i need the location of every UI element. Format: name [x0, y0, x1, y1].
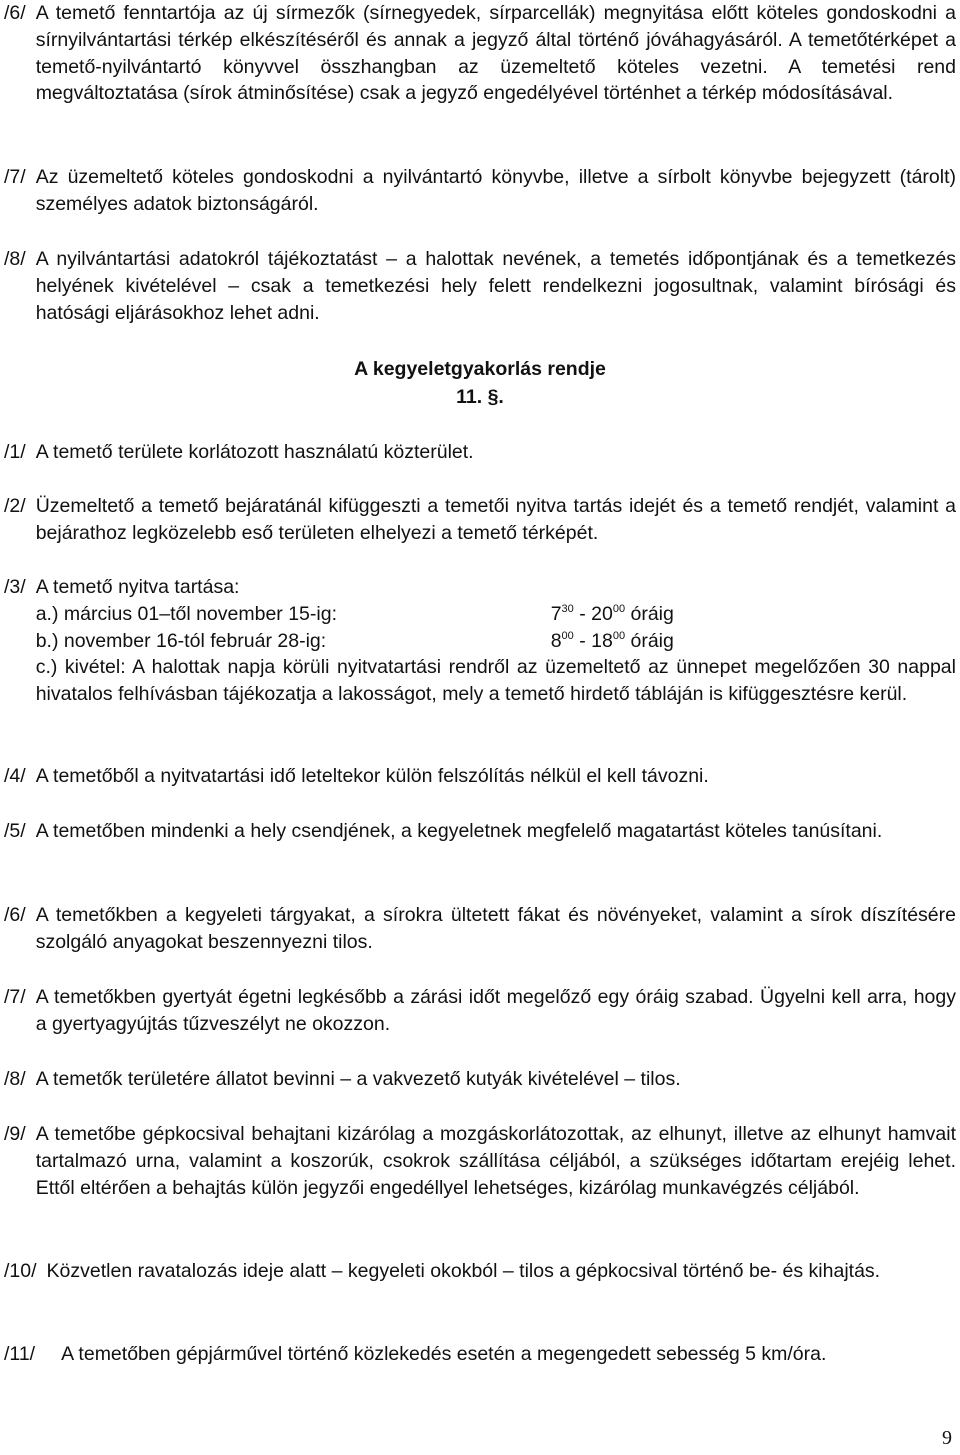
- period-a-label: a.) március 01–től november 15-ig:: [35, 602, 337, 625]
- period-b-label: b.) november 16-tól február 28-ig:: [35, 629, 327, 652]
- rule-number: /7/: [4, 986, 26, 1008]
- paragraph-8: [4, 246, 956, 326]
- rule-8: [4, 1066, 956, 1093]
- hour-start: 7: [550, 602, 562, 625]
- rule-1: [4, 439, 956, 466]
- hour-unit: óráig: [625, 602, 674, 625]
- rule-text: A temető területe korlátozott használatú közterület.: [35, 441, 474, 463]
- rule-9: [4, 1121, 956, 1201]
- section-number: 11. §.: [456, 386, 504, 408]
- rule-number: /6/: [4, 904, 26, 926]
- minute-end: 00: [612, 629, 626, 642]
- opening-hours-exception: c.) kivétel: A halottak napja körüli nyitvatartási rendről az üzemeltető az ünnepet megelőzően 30 nappal hivatalos felhívásban tájékozatja a lakosságot, mely a temető hirdető tábláján is kifüggesztésre kerül.: [35, 656, 956, 706]
- rule-6: [4, 902, 956, 956]
- rule-4: [4, 763, 956, 790]
- page-number: 9: [942, 1427, 952, 1449]
- chapter-title: A kegyeletgyakorlás rendje: [354, 358, 606, 380]
- rule-number: /9/: [4, 1123, 26, 1145]
- hour-end: - 18: [573, 629, 613, 652]
- rule-text: A temetőből a nyitvatartási idő leteltekor külön felszólítás nélkül el kell távozni.: [35, 765, 709, 787]
- minute-start: 30: [561, 602, 574, 615]
- rule-2: [4, 493, 956, 547]
- rule-number: /5/: [4, 820, 26, 842]
- paragraph-6: [4, 0, 956, 107]
- period-b-hours: [551, 628, 674, 655]
- rule-number: /1/: [4, 441, 26, 463]
- minute-start: 00: [561, 629, 574, 642]
- rule-text: A temetőkben a kegyeleti tárgyakat, a sírokra ültetett fákat és növényeket, valamint a sírok díszítésére szolgáló anyagokat beszennyezni tilos.: [35, 904, 956, 953]
- rule-10: [4, 1258, 956, 1285]
- rule-text: Üzemeltető a temető bejáratánál kifüggeszti a temetői nyitva tartás idejét és a temető rendjét, valamint a bejárathoz legközelebb eső területen elhelyezi a temető térképét.: [35, 495, 956, 544]
- hour-unit: óráig: [625, 629, 674, 652]
- rule-text: A temetők területére állatot bevinni – a vakvezető kutyák kivételével – tilos.: [35, 1068, 681, 1090]
- opening-hours-intro: A temető nyitva tartása:: [35, 576, 240, 598]
- paragraph-7: [4, 164, 956, 218]
- minute-end: 00: [612, 602, 626, 615]
- hour-start: 8: [550, 629, 562, 652]
- opening-hours: [36, 574, 956, 708]
- rule-number: /4/: [4, 765, 26, 787]
- rule-number: /8/: [4, 1068, 26, 1090]
- rule-number: /2/: [4, 495, 26, 517]
- paragraph-number: /8/: [4, 248, 26, 270]
- hour-end: - 20: [573, 602, 613, 625]
- paragraph-number: /6/: [4, 2, 26, 24]
- rule-number: /3/: [4, 576, 26, 598]
- rule-text: Közvetlen ravatalozás ideje alatt – kegyeleti okokból – tilos a gépkocsival történő be- és kihajtás.: [46, 1260, 881, 1282]
- rule-number: /11/: [4, 1343, 36, 1365]
- period-a-hours: [551, 601, 674, 628]
- opening-hours-b: [36, 628, 956, 655]
- rule-11: [4, 1341, 956, 1368]
- rule-3: [4, 574, 956, 708]
- rule-text: A temetőben mindenki a hely csendjének, a kegyeletnek megfelelő magatartást köteles tanúsítani.: [35, 820, 883, 842]
- rule-7: [4, 984, 956, 1038]
- rule-text: A temetőkben gyertyát égetni legkésőbb a zárási időt megelőző egy óráig szabad. Ügyelni kell arra, hogy a gyertyagyújtás tűzveszélyt ne okozzon.: [35, 986, 956, 1035]
- rule-text: A temetőben gépjárművel történő közlekedés esetén a megengedett sebesség 5 km/óra.: [61, 1343, 827, 1365]
- paragraph-text: Az üzemeltető köteles gondoskodni a nyilvántartó könyvbe, illetve a sírbolt könyvbe bejegyzett (tárolt) személyes adatok biztonságáról.: [35, 166, 956, 215]
- paragraph-text: A nyilvántartási adatokról tájékoztatást – a halottak nevének, a temetés időpontjának és a temetkezés helyének kivételével – csak a temetkezési hely felett rendelkezni jogosultnak, valamint bírósági és hatósági eljárásokhoz lehet adni.: [35, 248, 956, 324]
- rule-text: A temetőbe gépkocsival behajtani kizárólag a mozgáskorlátozottak, az elhunyt, illetve az elhunyt hamvait tartalmazó urna, valamint a koszorúk, csokrok szállítása céljából, a szükséges időtartam erejéig lehet. Ettől eltérően a behajtás külön jegyzői engedéllyel lehetséges, kizárólag munkavégzés céljából.: [35, 1123, 956, 1199]
- rule-5: [4, 818, 956, 845]
- rule-number: /10/: [4, 1260, 37, 1282]
- paragraph-text: A temető fenntartója az új sírmezők (sírnegyedek, sírparcellák) megnyitása előtt köteles gondoskodni a sírnyilvántartási térkép elkészítéséről és annak a jegyző által történő jóváhagyásáról. A temetőtérképet a temető-nyilvántartó könyvvel összhangban az üzemeltető köteles vezetni. A temetési rend megváltoztatása (sírok átminősítése) csak a jegyző engedélyével történhet a térkép módosításával.: [35, 2, 956, 105]
- paragraph-number: /7/: [4, 166, 26, 188]
- opening-hours-a: [36, 601, 956, 628]
